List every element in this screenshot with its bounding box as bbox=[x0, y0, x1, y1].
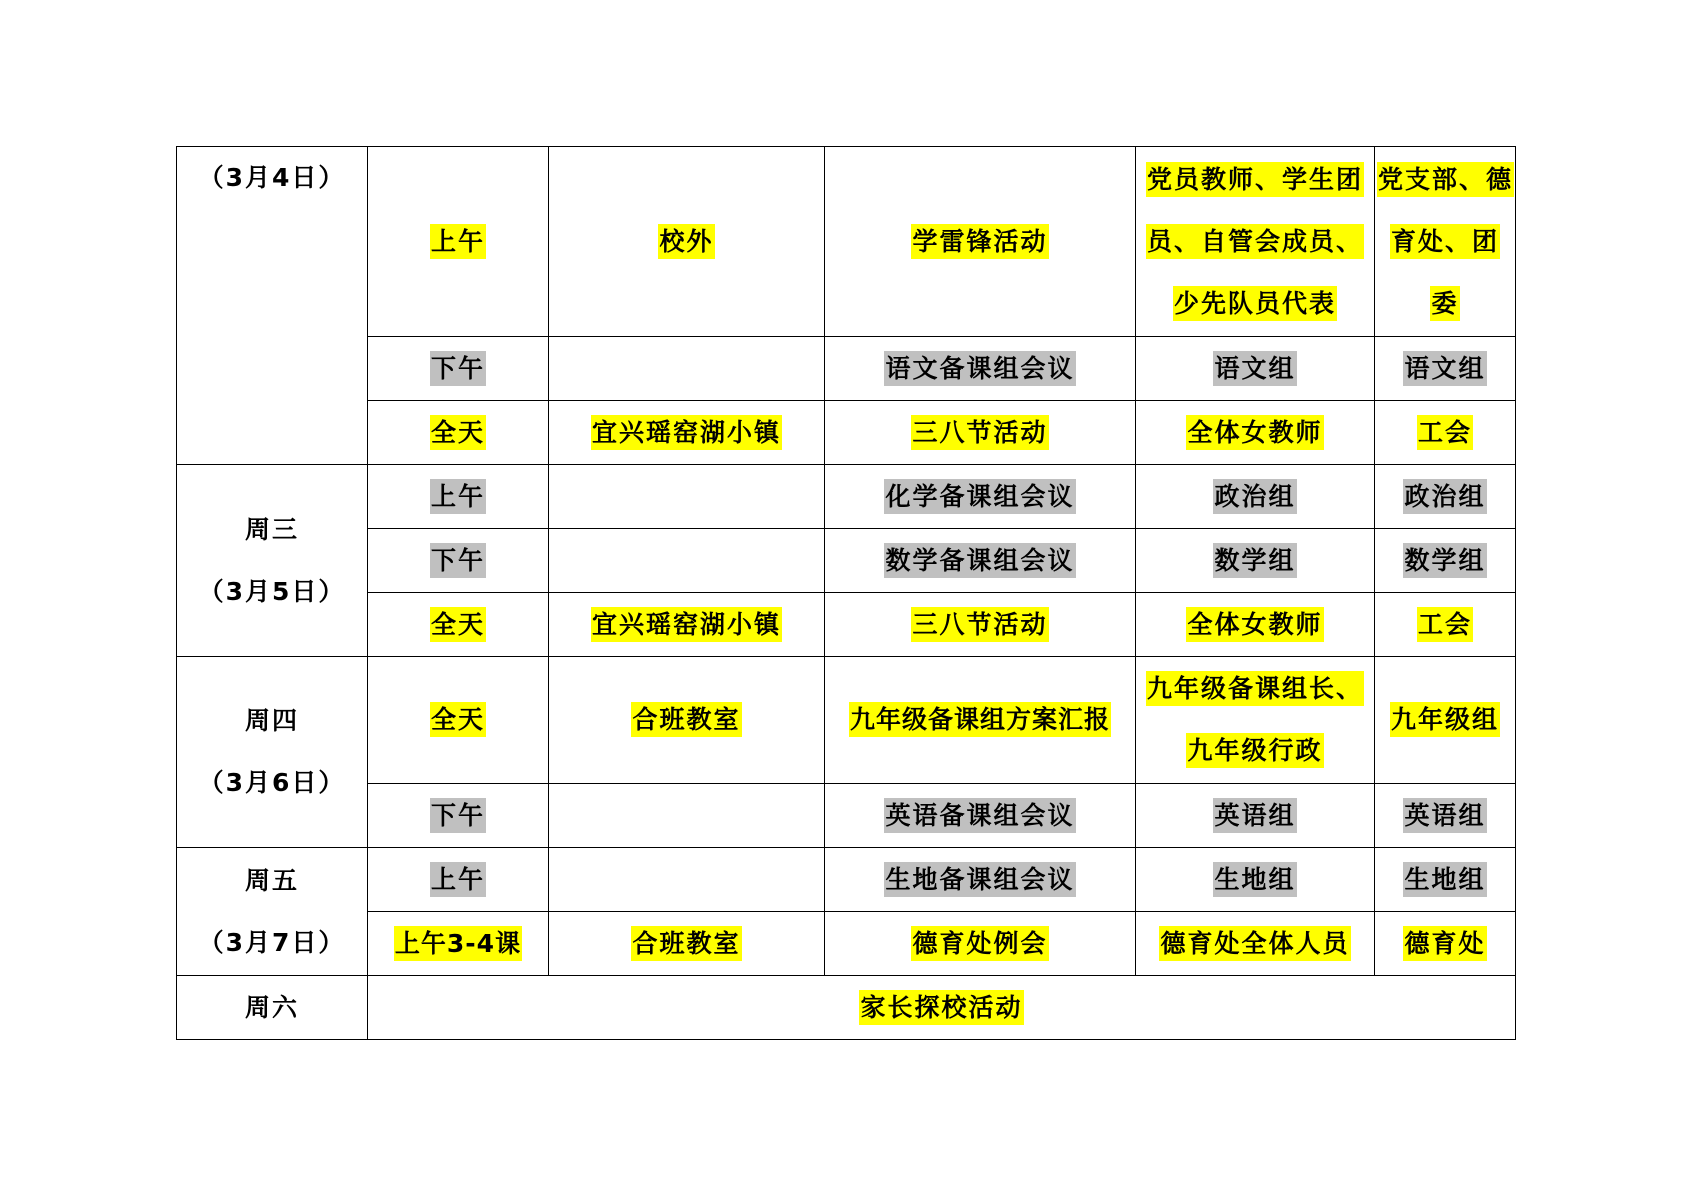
activity-text: 九年级备课组方案汇报 bbox=[849, 702, 1111, 737]
place-cell bbox=[549, 593, 825, 657]
time-cell bbox=[368, 848, 549, 912]
place-text: 合班教室 bbox=[631, 702, 741, 737]
table-row bbox=[177, 784, 1516, 848]
place-text: 宜兴瑶窑湖小镇 bbox=[591, 415, 782, 450]
activity-text: 化学备课组会议 bbox=[884, 479, 1075, 514]
table-row bbox=[177, 465, 1516, 529]
activity-text: 三八节活动 bbox=[911, 607, 1048, 642]
time-cell bbox=[368, 784, 549, 848]
place-cell bbox=[549, 465, 825, 529]
place-text: 宜兴瑶窑湖小镇 bbox=[591, 607, 782, 642]
time-cell bbox=[368, 337, 549, 401]
activity-cell bbox=[825, 401, 1136, 465]
organizer-cell bbox=[1375, 147, 1516, 337]
time-text: 下午 bbox=[430, 798, 486, 833]
place-cell bbox=[549, 147, 825, 337]
day-cell bbox=[177, 657, 368, 848]
place-cell bbox=[549, 529, 825, 593]
participants-text: 数学组 bbox=[1213, 543, 1296, 578]
activity-cell bbox=[825, 912, 1136, 976]
activity-cell bbox=[825, 465, 1136, 529]
activity-cell bbox=[825, 593, 1136, 657]
schedule-table bbox=[176, 146, 1516, 1040]
participants-cell bbox=[1136, 529, 1375, 593]
time-text: 全天 bbox=[430, 415, 486, 450]
activity-cell bbox=[825, 147, 1136, 337]
participants-cell bbox=[1136, 657, 1375, 784]
table-row bbox=[177, 593, 1516, 657]
organizer-text: 生地组 bbox=[1403, 862, 1486, 897]
organizer-cell bbox=[1375, 465, 1516, 529]
table-row bbox=[177, 912, 1516, 976]
activity-cell bbox=[825, 657, 1136, 784]
time-text: 下午 bbox=[430, 351, 486, 386]
participants-cell bbox=[1136, 593, 1375, 657]
day-date: （3月5日） bbox=[198, 576, 346, 606]
organizer-text: 德育处 bbox=[1403, 926, 1486, 961]
participants-cell bbox=[1136, 912, 1375, 976]
organizer-cell bbox=[1375, 848, 1516, 912]
participants-cell bbox=[1136, 848, 1375, 912]
activity-text: 学雷锋活动 bbox=[911, 224, 1048, 259]
activity-text: 数学备课组会议 bbox=[884, 543, 1075, 578]
saturday-activity-cell bbox=[368, 976, 1516, 1040]
participants-text: 英语组 bbox=[1213, 798, 1296, 833]
participants-text: 九年级备课组长、九年级行政 bbox=[1146, 671, 1364, 768]
day-label: 周六 bbox=[244, 992, 299, 1022]
participants-text: 语文组 bbox=[1213, 351, 1296, 386]
time-cell bbox=[368, 147, 549, 337]
organizer-cell bbox=[1375, 401, 1516, 465]
place-cell bbox=[549, 784, 825, 848]
table-row bbox=[177, 848, 1516, 912]
participants-text: 生地组 bbox=[1213, 862, 1296, 897]
day-date: （3月4日） bbox=[198, 163, 346, 192]
participants-cell bbox=[1136, 337, 1375, 401]
time-text: 上午 bbox=[430, 862, 486, 897]
time-cell bbox=[368, 401, 549, 465]
table-row bbox=[177, 976, 1516, 1040]
activity-text: 生地备课组会议 bbox=[884, 862, 1075, 897]
time-text: 全天 bbox=[430, 702, 486, 737]
participants-cell bbox=[1136, 465, 1375, 529]
table-row bbox=[177, 529, 1516, 593]
organizer-cell bbox=[1375, 784, 1516, 848]
place-text: 校外 bbox=[658, 224, 714, 259]
organizer-text: 九年级组 bbox=[1390, 702, 1500, 737]
table-row bbox=[177, 657, 1516, 784]
place-cell bbox=[549, 848, 825, 912]
organizer-text: 数学组 bbox=[1403, 543, 1486, 578]
participants-text: 政治组 bbox=[1213, 479, 1296, 514]
organizer-cell bbox=[1375, 657, 1516, 784]
organizer-text: 政治组 bbox=[1403, 479, 1486, 514]
participants-text: 德育处全体人员 bbox=[1159, 926, 1350, 961]
place-cell bbox=[549, 912, 825, 976]
time-text: 下午 bbox=[430, 543, 486, 578]
day-label: 周三 bbox=[244, 514, 299, 544]
organizer-text: 工会 bbox=[1417, 607, 1473, 642]
day-label: 周五 bbox=[244, 865, 299, 895]
participants-cell bbox=[1136, 147, 1375, 337]
organizer-cell bbox=[1375, 337, 1516, 401]
organizer-text: 党支部、德育处、团委 bbox=[1377, 162, 1514, 321]
organizer-text: 英语组 bbox=[1403, 798, 1486, 833]
time-cell bbox=[368, 657, 549, 784]
organizer-cell bbox=[1375, 529, 1516, 593]
time-cell bbox=[368, 529, 549, 593]
time-text: 上午 bbox=[430, 224, 486, 259]
organizer-cell bbox=[1375, 593, 1516, 657]
time-cell bbox=[368, 465, 549, 529]
day-label: 周四 bbox=[244, 706, 299, 735]
participants-text: 党员教师、学生团员、自管会成员、少先队员代表 bbox=[1146, 162, 1364, 321]
table-row bbox=[177, 147, 1516, 337]
day-cell bbox=[177, 147, 368, 465]
table-row bbox=[177, 337, 1516, 401]
activity-cell bbox=[825, 848, 1136, 912]
time-text: 上午 bbox=[430, 479, 486, 514]
table-row bbox=[177, 401, 1516, 465]
participants-text: 全体女教师 bbox=[1186, 607, 1323, 642]
participants-cell bbox=[1136, 401, 1375, 465]
saturday-activity-text: 家长探校活动 bbox=[859, 990, 1023, 1025]
activity-cell bbox=[825, 529, 1136, 593]
activity-text: 三八节活动 bbox=[911, 415, 1048, 450]
time-text: 全天 bbox=[430, 607, 486, 642]
day-cell bbox=[177, 465, 368, 657]
day-date: （3月6日） bbox=[198, 768, 346, 797]
day-cell bbox=[177, 976, 368, 1040]
place-cell bbox=[549, 337, 825, 401]
participants-cell bbox=[1136, 784, 1375, 848]
place-text: 合班教室 bbox=[631, 926, 741, 961]
day-date: （3月7日） bbox=[198, 927, 346, 957]
organizer-text: 语文组 bbox=[1403, 351, 1486, 386]
time-cell bbox=[368, 912, 549, 976]
organizer-text: 工会 bbox=[1417, 415, 1473, 450]
organizer-cell bbox=[1375, 912, 1516, 976]
activity-text: 语文备课组会议 bbox=[884, 351, 1075, 386]
participants-text: 全体女教师 bbox=[1186, 415, 1323, 450]
time-cell bbox=[368, 593, 549, 657]
place-cell bbox=[549, 401, 825, 465]
activity-text: 英语备课组会议 bbox=[884, 798, 1075, 833]
activity-cell bbox=[825, 337, 1136, 401]
time-text: 上午3-4课 bbox=[394, 926, 522, 961]
activity-cell bbox=[825, 784, 1136, 848]
place-cell bbox=[549, 657, 825, 784]
day-cell bbox=[177, 848, 368, 976]
activity-text: 德育处例会 bbox=[911, 926, 1048, 961]
